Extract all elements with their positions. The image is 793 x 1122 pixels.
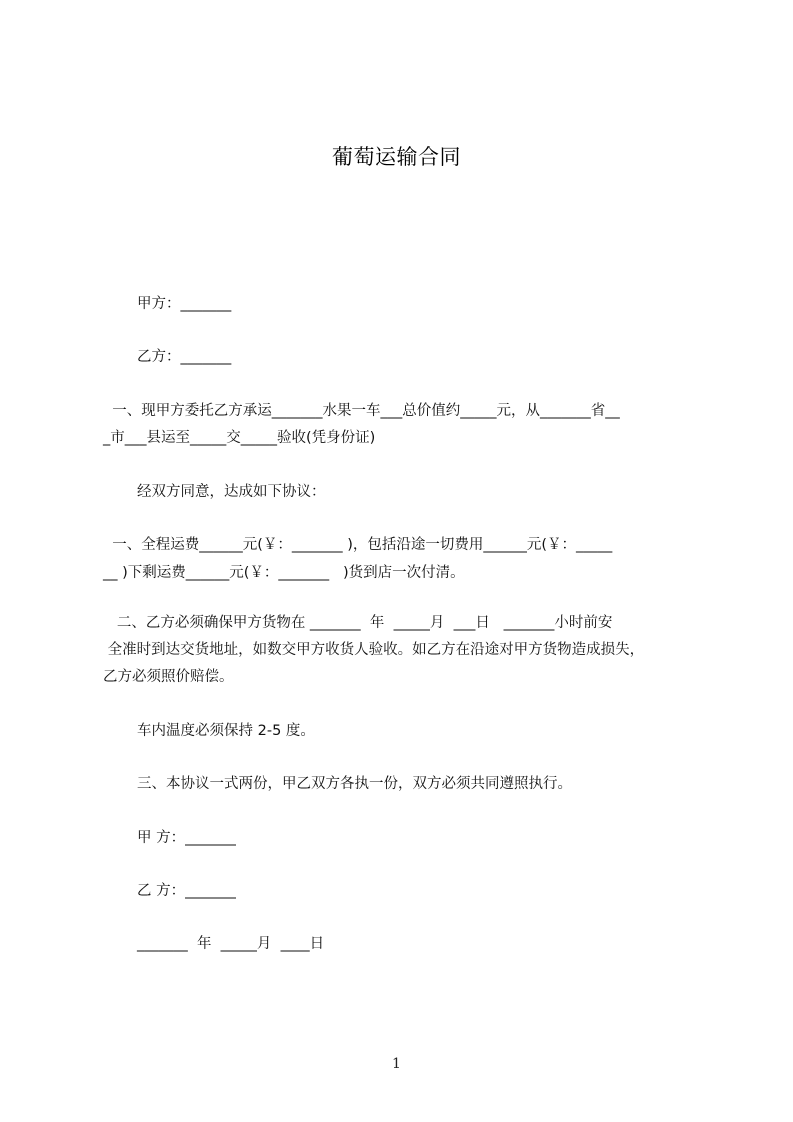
clause1-line2: _市___县运至_____交_____验收(凭身份证): [103, 430, 376, 446]
clause2-line2: 全准时到达交货地址，如数交甲方收货人验收。如乙方在沿途对甲方货物造成损失，: [103, 642, 645, 658]
fee-line1: 一、全程运费______元(￥：_______ )，包括沿途一切费用______元(￥：_____: [103, 537, 613, 553]
document-title: 葡萄运输合同: [332, 145, 461, 169]
clause3-line: 三、本协议一式两份，甲乙双方各执一份，双方必须共同遵照执行。: [137, 776, 572, 792]
temperature-line: 车内温度必须保持 2-5 度。: [137, 723, 315, 739]
clause2-line3: 乙方必须照价赔偿。: [103, 669, 234, 685]
signature-party-b: 乙 方：_______: [137, 883, 236, 899]
page-number: 1: [392, 1056, 401, 1072]
party-b-line: 乙方：_______: [137, 349, 232, 365]
date-line: _______ 年 _____月 ____日: [137, 936, 325, 952]
clause1-line1: 一、现甲方委托乙方承运_______水果一车___总价值约_____元，从_______省__: [103, 403, 620, 419]
party-a-line: 甲方：_______: [137, 296, 232, 312]
agreement-intro: 经双方同意，达成如下协议：: [137, 484, 326, 500]
fee-line2: __ )下剩运费______元(￥：_______ )货到店一次付清。: [103, 565, 465, 581]
clause2-line1: 二、乙方必须确保甲方货物在 _______ 年 _____月 ___日 _______小时前安: [103, 615, 613, 631]
signature-party-a: 甲 方：_______: [137, 830, 236, 846]
